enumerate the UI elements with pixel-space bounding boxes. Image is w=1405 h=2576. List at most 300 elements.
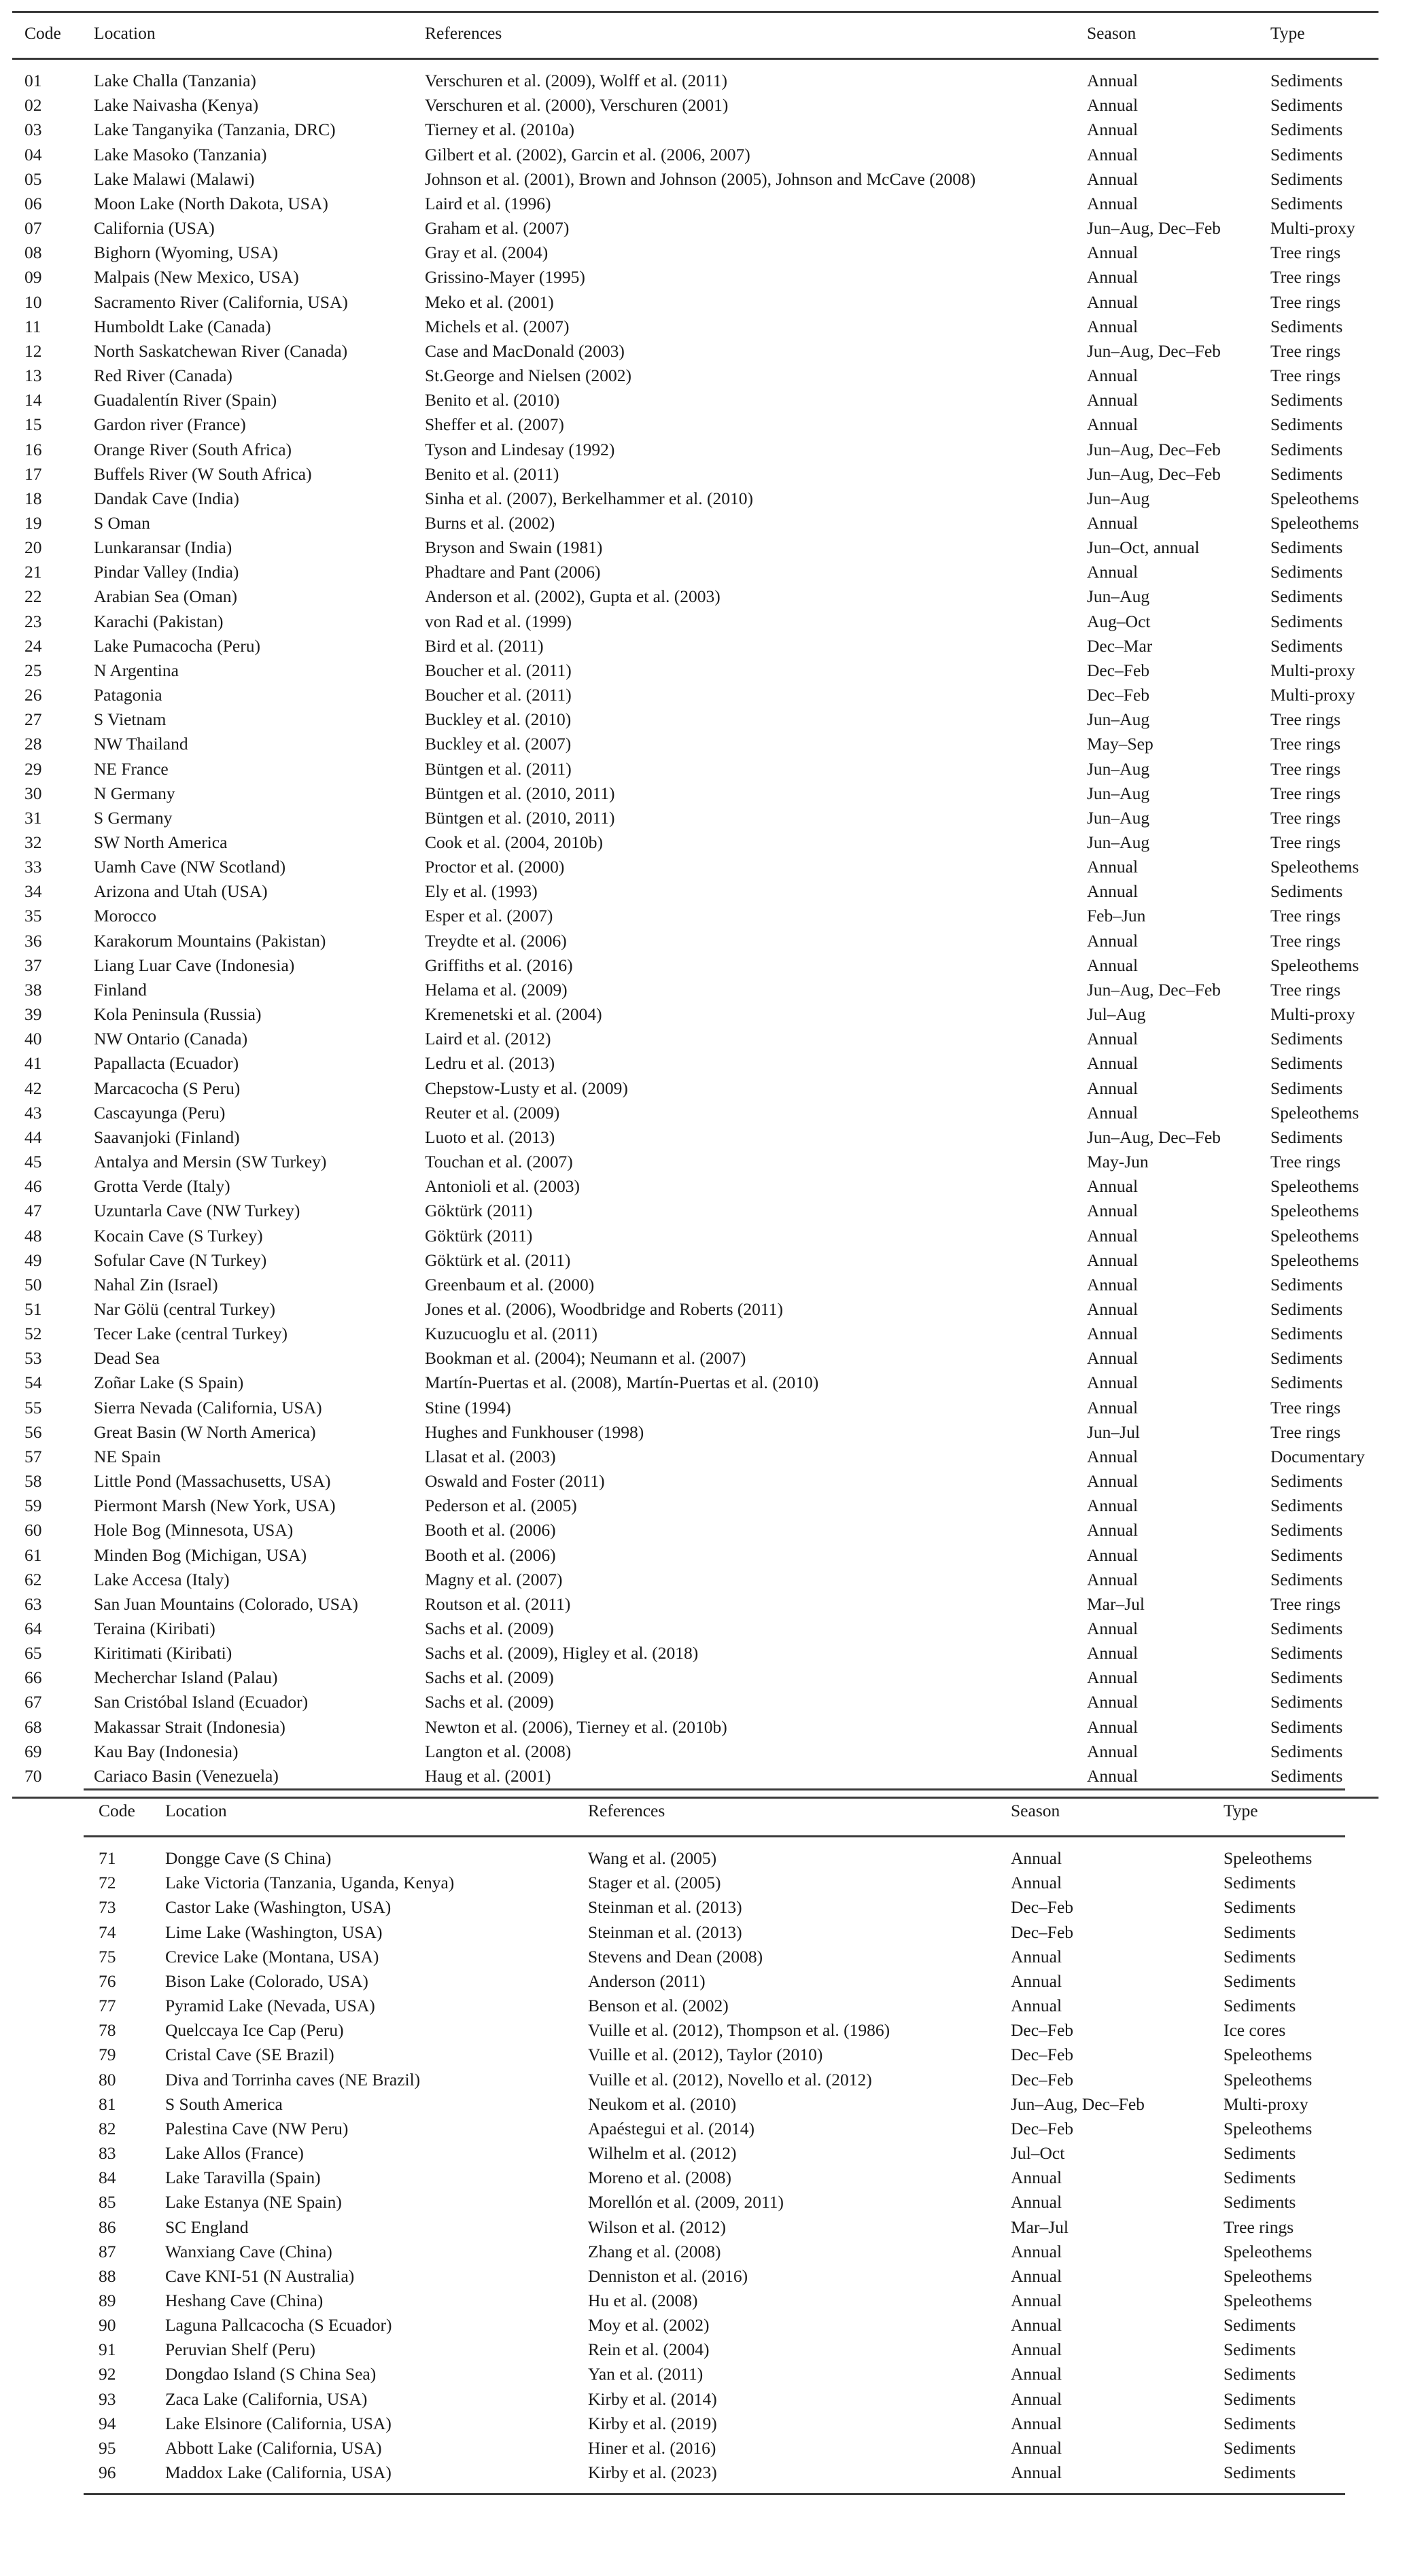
cell-references: Wang et al. (2005) [588,1848,717,1869]
cell-code: 80 [99,2069,116,2089]
cell-type: Tree rings [1270,1397,1341,1417]
cell-code: 96 [99,2463,116,2483]
cell-location: California (USA) [94,218,215,239]
cell-code: 44 [24,1127,42,1147]
table-row [12,388,1378,412]
cell-references: Moreno et al. (2008) [588,2168,732,2188]
cell-type: Sediments [1270,611,1343,631]
cell-references: Göktürk (2011) [425,1225,533,1246]
cell-code: 05 [24,169,42,189]
cell-location: Lake Taravilla (Spain) [165,2168,321,2188]
cell-code: 91 [99,2340,116,2360]
cell-season: Annual [1087,1692,1139,1712]
cell-location: Maddox Lake (California, USA) [165,2463,392,2483]
cell-references: Steinman et al. (2013) [588,1922,742,1942]
cell-type: Sediments [1270,1299,1343,1319]
cell-location: SW North America [94,832,228,852]
cell-season: Annual [1087,1078,1139,1098]
cell-type: Speleothems [1270,1250,1359,1270]
table-row [12,265,1378,289]
table-row [12,978,1378,1002]
cell-location: Quelccaya Ice Cap (Peru) [165,2020,344,2041]
cell-references: Neukom et al. (2010) [588,2094,737,2114]
cell-location: Lake Challa (Tanzania) [94,71,256,91]
cell-references: Jones et al. (2006), Woodbridge and Roberts (2011) [425,1299,783,1319]
cell-references: Sheffer et al. (2007) [425,414,564,435]
cell-season: Annual [1087,1520,1139,1540]
cell-code: 25 [24,660,42,680]
cell-code: 36 [24,930,42,951]
cell-code: 31 [24,807,42,828]
cell-location: Lunkaransar (India) [94,537,232,558]
table-row [84,1994,1345,2018]
table-row [84,1945,1345,1969]
cell-season: Annual [1011,2340,1062,2360]
table-row [12,1371,1378,1395]
cell-code: 02 [24,95,42,116]
cell-season: Annual [1087,1201,1139,1221]
cell-references: Verschuren et al. (2000), Verschuren (2001) [425,95,729,116]
table-row [12,830,1378,855]
cell-code: 63 [24,1593,42,1614]
cell-location: Humboldt Lake (Canada) [94,316,271,336]
column-header-code: Code [24,23,61,43]
cell-location: Karachi (Pakistan) [94,611,224,631]
cell-location: Sofular Cave (N Turkey) [94,1250,267,1270]
cell-code: 77 [99,1996,116,2016]
cell-location: Liang Luar Cave (Indonesia) [94,955,295,975]
table-row [12,707,1378,732]
cell-type: Sediments [1270,1545,1343,1565]
cell-references: Moy et al. (2002) [588,2315,710,2335]
cell-season: Jun–Aug [1087,807,1150,828]
cell-location: Lake Naivasha (Kenya) [94,95,259,116]
table-row [12,1690,1378,1714]
cell-references: Graham et al. (2007) [425,218,570,239]
cell-season: Annual [1087,95,1139,116]
cell-type: Sediments [1224,2340,1296,2360]
cell-season: Annual [1011,2192,1062,2212]
cell-references: Meko et al. (2001) [425,292,554,312]
cell-location: Mecherchar Island (Palau) [94,1668,278,1688]
table-row [84,2092,1345,2117]
cell-location: NE Spain [94,1446,161,1466]
cell-season: Annual [1011,1996,1062,2016]
cell-type: Sediments [1270,1692,1343,1712]
cell-references: Touchan et al. (2007) [425,1152,573,1172]
cell-location: Morocco [94,906,157,926]
cell-location: Dongdao Island (S China Sea) [165,2364,377,2384]
table-row [84,2018,1345,2043]
cell-type: Speleothems [1224,2290,1313,2310]
table-body [84,1837,1345,2494]
table-row [84,2362,1345,2386]
cell-type: Speleothems [1270,857,1359,877]
cell-type: Tree rings [1270,292,1341,312]
column-header-code: Code [99,1801,135,1820]
cell-season: Jun–Aug [1087,832,1150,852]
cell-season: Annual [1087,1496,1139,1516]
cell-type: Sediments [1224,2168,1296,2188]
cell-code: 78 [99,2020,116,2041]
table-row [84,2117,1345,2141]
table-row [12,143,1378,167]
table-row [84,1969,1345,1994]
cell-type: Speleothems [1270,1102,1359,1123]
cell-type: Sediments [1224,1971,1296,1991]
cell-location: Grotta Verde (Italy) [94,1176,230,1197]
cell-type: Sediments [1224,1897,1296,1918]
cell-type: Sediments [1270,169,1343,189]
table-row [12,1174,1378,1199]
cell-location: Finland [94,979,147,1000]
cell-season: Jun–Aug, Dec–Feb [1087,340,1221,361]
cell-type: Sediments [1270,193,1343,213]
cell-season: Annual [1087,1397,1139,1417]
table-row [12,1665,1378,1690]
cell-code: 74 [99,1922,116,1942]
cell-season: Annual [1087,1716,1139,1737]
cell-season: Annual [1011,2388,1062,2409]
cell-references: Stevens and Dean (2008) [588,1946,763,1966]
cell-code: 19 [24,512,42,533]
cell-references: Vuille et al. (2012), Thompson et al. (1986) [588,2020,890,2041]
cell-season: Dec–Feb [1087,660,1150,680]
cell-code: 30 [24,783,42,803]
cell-location: Laguna Pallcacocha (S Ecuador) [165,2315,392,2335]
cell-type: Sediments [1270,1029,1343,1049]
cell-type: Multi-proxy [1270,1004,1355,1025]
cell-code: 62 [24,1569,42,1589]
cell-season: Jun–Jul [1087,1422,1140,1442]
table-row [12,1641,1378,1665]
cell-location: Dead Sea [94,1348,160,1369]
cell-location: S Vietnam [94,709,167,730]
cell-code: 11 [24,316,41,336]
cell-season: Jun–Aug, Dec–Feb [1087,463,1221,484]
cell-code: 49 [24,1250,42,1270]
cell-type: Tree rings [1270,758,1341,779]
cell-season: Jun–Aug, Dec–Feb [1087,1127,1221,1147]
table-row [12,1592,1378,1617]
cell-references: Büntgen et al. (2011) [425,758,572,779]
cell-location: Nar Gölü (central Turkey) [94,1299,275,1319]
table-row [84,2337,1345,2362]
cell-location: Pindar Valley (India) [94,562,239,582]
cell-references: Helama et al. (2009) [425,979,568,1000]
cell-season: Annual [1087,1299,1139,1319]
table-row [12,953,1378,978]
cell-code: 12 [24,340,42,361]
cell-season: Jun–Aug [1087,709,1150,730]
cell-location: Zoñar Lake (S Spain) [94,1373,244,1393]
cell-season: Annual [1087,1446,1139,1466]
table-row [12,412,1378,437]
cell-location: Hole Bog (Minnesota, USA) [94,1520,294,1540]
cell-season: Annual [1087,292,1139,312]
table-row [84,1837,1345,1871]
cell-season: Annual [1011,2437,1062,2458]
cell-code: 65 [24,1643,42,1663]
cell-type: Sediments [1270,71,1343,91]
cell-type: Sediments [1270,1668,1343,1688]
table-row [12,1125,1378,1150]
table-row [12,1150,1378,1174]
cell-season: Dec–Feb [1011,1922,1074,1942]
cell-season: Annual [1011,2364,1062,2384]
cell-type: Sediments [1270,562,1343,582]
cell-references: Bookman et al. (2004); Neumann et al. (2007) [425,1348,746,1369]
cell-references: Grissino-Mayer (1995) [425,267,585,287]
cell-references: Llasat et al. (2003) [425,1446,556,1466]
table-row [84,1920,1345,1945]
cell-type: Sediments [1224,1946,1296,1966]
cell-location: Marcacocha (S Peru) [94,1078,241,1098]
cell-type: Sediments [1270,1520,1343,1540]
table-row [84,2289,1345,2313]
cell-references: Verschuren et al. (2009), Wolff et al. (2011) [425,71,728,91]
cell-season: Annual [1087,562,1139,582]
cell-code: 13 [24,366,42,386]
table-row [84,2436,1345,2460]
cell-location: S South America [165,2094,283,2114]
cell-location: Arizona and Utah (USA) [94,881,268,902]
cell-type: Tree rings [1270,734,1341,754]
table-row [12,1273,1378,1297]
table-row [12,1445,1378,1469]
cell-season: Annual [1011,2463,1062,2483]
cell-season: Annual [1087,1176,1139,1197]
cell-type: Speleothems [1224,2241,1313,2261]
cell-references: Esper et al. (2007) [425,906,553,926]
cell-code: 79 [99,2045,116,2065]
cell-season: Dec–Feb [1011,2045,1074,2065]
table-row [12,904,1378,928]
table-row [12,364,1378,388]
cell-season: Annual [1087,1471,1139,1492]
table-row [12,511,1378,535]
cell-location: Kau Bay (Indonesia) [94,1741,239,1761]
cell-season: Annual [1011,1873,1062,1893]
cell-type: Multi-proxy [1270,685,1355,705]
cell-type: Sediments [1270,1765,1343,1786]
cell-references: Chepstow-Lusty et al. (2009) [425,1078,628,1098]
cell-type: Sediments [1224,2315,1296,2335]
table-row [84,2215,1345,2240]
cell-season: Jun–Aug, Dec–Feb [1087,979,1221,1000]
cell-location: Gardon river (France) [94,414,246,435]
cell-season: Annual [1087,1324,1139,1344]
cell-season: Annual [1087,857,1139,877]
cell-season: Annual [1087,1765,1139,1786]
cell-season: Annual [1087,169,1139,189]
cell-code: 32 [24,832,42,852]
cell-references: Phadtare and Pant (2006) [425,562,601,582]
cell-type: Sediments [1270,316,1343,336]
cell-code: 20 [24,537,42,558]
cell-season: Jun–Oct, annual [1087,537,1200,558]
cell-code: 84 [99,2168,116,2188]
table-row [84,2264,1345,2289]
cell-location: Lake Estanya (NE Spain) [165,2192,342,2212]
table-row [12,290,1378,315]
cell-references: Boucher et al. (2011) [425,660,572,680]
cell-references: Michels et al. (2007) [425,316,570,336]
table-row [12,732,1378,756]
table-row [84,2141,1345,2166]
table-row [12,118,1378,142]
cell-code: 64 [24,1619,42,1638]
cell-code: 92 [99,2364,116,2384]
cell-location: Dongge Cave (S China) [165,1848,332,1869]
table-row [12,610,1378,634]
table-row [12,1740,1378,1764]
cell-code: 75 [99,1946,116,1966]
cell-type: Sediments [1270,439,1343,459]
cell-references: Proctor et al. (2000) [425,857,565,877]
cell-references: Reuter et al. (2009) [425,1102,560,1123]
cell-code: 46 [24,1176,42,1197]
cell-code: 45 [24,1152,42,1172]
cell-references: Martín-Puertas et al. (2008), Martín-Puertas et al. (2010) [425,1373,819,1393]
cell-type: Sediments [1270,390,1343,410]
cell-code: 55 [24,1397,42,1417]
cell-location: Pyramid Lake (Nevada, USA) [165,1996,375,2016]
cell-season: Annual [1011,1946,1062,1966]
cell-location: Peruvian Shelf (Peru) [165,2340,315,2360]
cell-location: Castor Lake (Washington, USA) [165,1897,392,1918]
cell-references: Magny et al. (2007) [425,1569,563,1589]
table-row [12,1027,1378,1051]
cell-season: Jun–Aug [1087,783,1150,803]
cell-location: San Juan Mountains (Colorado, USA) [94,1593,358,1614]
table-row [12,1101,1378,1125]
cell-type: Speleothems [1270,955,1359,975]
cell-type: Multi-proxy [1224,2094,1308,2114]
table-row [12,462,1378,487]
table-body [12,59,1378,1798]
cell-type: Sediments [1270,635,1343,656]
cell-type: Sediments [1270,1324,1343,1344]
cell-season: Annual [1087,144,1139,164]
cell-code: 47 [24,1201,42,1221]
cell-location: Saavanjoki (Finland) [94,1127,240,1147]
cell-season: Annual [1087,1274,1139,1294]
cell-type: Sediments [1224,1922,1296,1942]
cell-references: Vuille et al. (2012), Novello et al. (2012) [588,2069,872,2089]
cell-location: S Germany [94,807,173,828]
cell-references: Apaéstegui et al. (2014) [588,2118,755,2138]
cell-code: 87 [99,2241,116,2261]
cell-references: St.George and Nielsen (2002) [425,366,632,386]
cell-location: Moon Lake (North Dakota, USA) [94,193,328,213]
cell-location: Sacramento River (California, USA) [94,292,348,312]
cell-location: N Argentina [94,660,179,680]
cell-location: Great Basin (W North America) [94,1422,316,1442]
cell-type: Sediments [1224,2364,1296,2384]
table-row [84,1895,1345,1920]
cell-location: Cave KNI-51 (N Australia) [165,2265,355,2286]
cell-location: Kola Peninsula (Russia) [94,1004,262,1025]
cell-type: Ice cores [1224,2020,1286,2041]
column-header-type: Type [1224,1801,1258,1820]
table-row [84,2240,1345,2264]
cell-references: Bird et al. (2011) [425,635,544,656]
cell-references: Sachs et al. (2009) [425,1692,554,1712]
table-row [84,2412,1345,2436]
cell-season: Annual [1011,2241,1062,2261]
column-header-references: References [425,23,502,43]
table-row [84,1871,1345,1895]
cell-code: 59 [24,1496,42,1516]
table-row [12,241,1378,265]
cell-season: Annual [1087,955,1139,975]
cell-type: Sediments [1224,2437,1296,2458]
cell-references: Kuzucuoglu et al. (2011) [425,1324,597,1344]
cell-references: Routson et al. (2011) [425,1593,571,1614]
cell-location: Diva and Torrinha caves (NE Brazil) [165,2069,421,2089]
cell-type: Documentary [1270,1446,1365,1466]
cell-location: Lake Accesa (Italy) [94,1569,230,1589]
cell-references: Laird et al. (1996) [425,193,551,213]
cell-location: Palestina Cave (NW Peru) [165,2118,349,2138]
cell-references: Tierney et al. (2010a) [425,120,574,140]
cell-references: Hiner et al. (2016) [588,2437,716,2458]
cell-code: 08 [24,243,42,263]
cell-type: Sediments [1270,1373,1343,1393]
cell-season: Annual [1087,1053,1139,1074]
cell-code: 17 [24,463,42,484]
cell-references: Göktürk et al. (2011) [425,1250,571,1270]
cell-references: Treydte et al. (2006) [425,930,567,951]
cell-season: Annual [1011,1848,1062,1869]
cell-references: Haug et al. (2001) [425,1765,551,1786]
cell-references: Wilhelm et al. (2012) [588,2143,737,2164]
cell-location: Minden Bog (Michigan, USA) [94,1545,307,1565]
table-row [12,315,1378,339]
cell-season: Feb–Jun [1087,906,1146,926]
cell-code: 69 [24,1741,42,1761]
cell-location: Lake Allos (France) [165,2143,304,2164]
cell-code: 76 [99,1971,116,1991]
cell-season: Annual [1087,1225,1139,1246]
cell-code: 53 [24,1348,42,1369]
table-row [12,658,1378,683]
cell-code: 22 [24,586,42,607]
table-row [12,216,1378,241]
cell-code: 33 [24,857,42,877]
cell-location: Lake Malawi (Malawi) [94,169,255,189]
cell-code: 90 [99,2315,116,2335]
cell-references: Booth et al. (2006) [425,1545,556,1565]
table-row [84,2313,1345,2337]
cell-season: Annual [1087,316,1139,336]
cell-location: Red River (Canada) [94,366,232,386]
table-header-row [12,12,1378,59]
cell-location: Lime Lake (Washington, USA) [165,1922,383,1942]
cell-type: Speleothems [1224,2069,1313,2089]
cell-location: North Saskatchewan River (Canada) [94,340,348,361]
cell-location: Orange River (South Africa) [94,439,292,459]
cell-references: Buckley et al. (2010) [425,709,572,730]
cell-references: Luoto et al. (2013) [425,1127,555,1147]
cell-location: Uamh Cave (NW Scotland) [94,857,286,877]
cell-location: Teraina (Kiribati) [94,1619,215,1638]
cell-type: Sediments [1270,414,1343,435]
cell-type: Sediments [1270,95,1343,116]
cell-code: 16 [24,439,42,459]
cell-season: Mar–Jul [1011,2217,1069,2237]
